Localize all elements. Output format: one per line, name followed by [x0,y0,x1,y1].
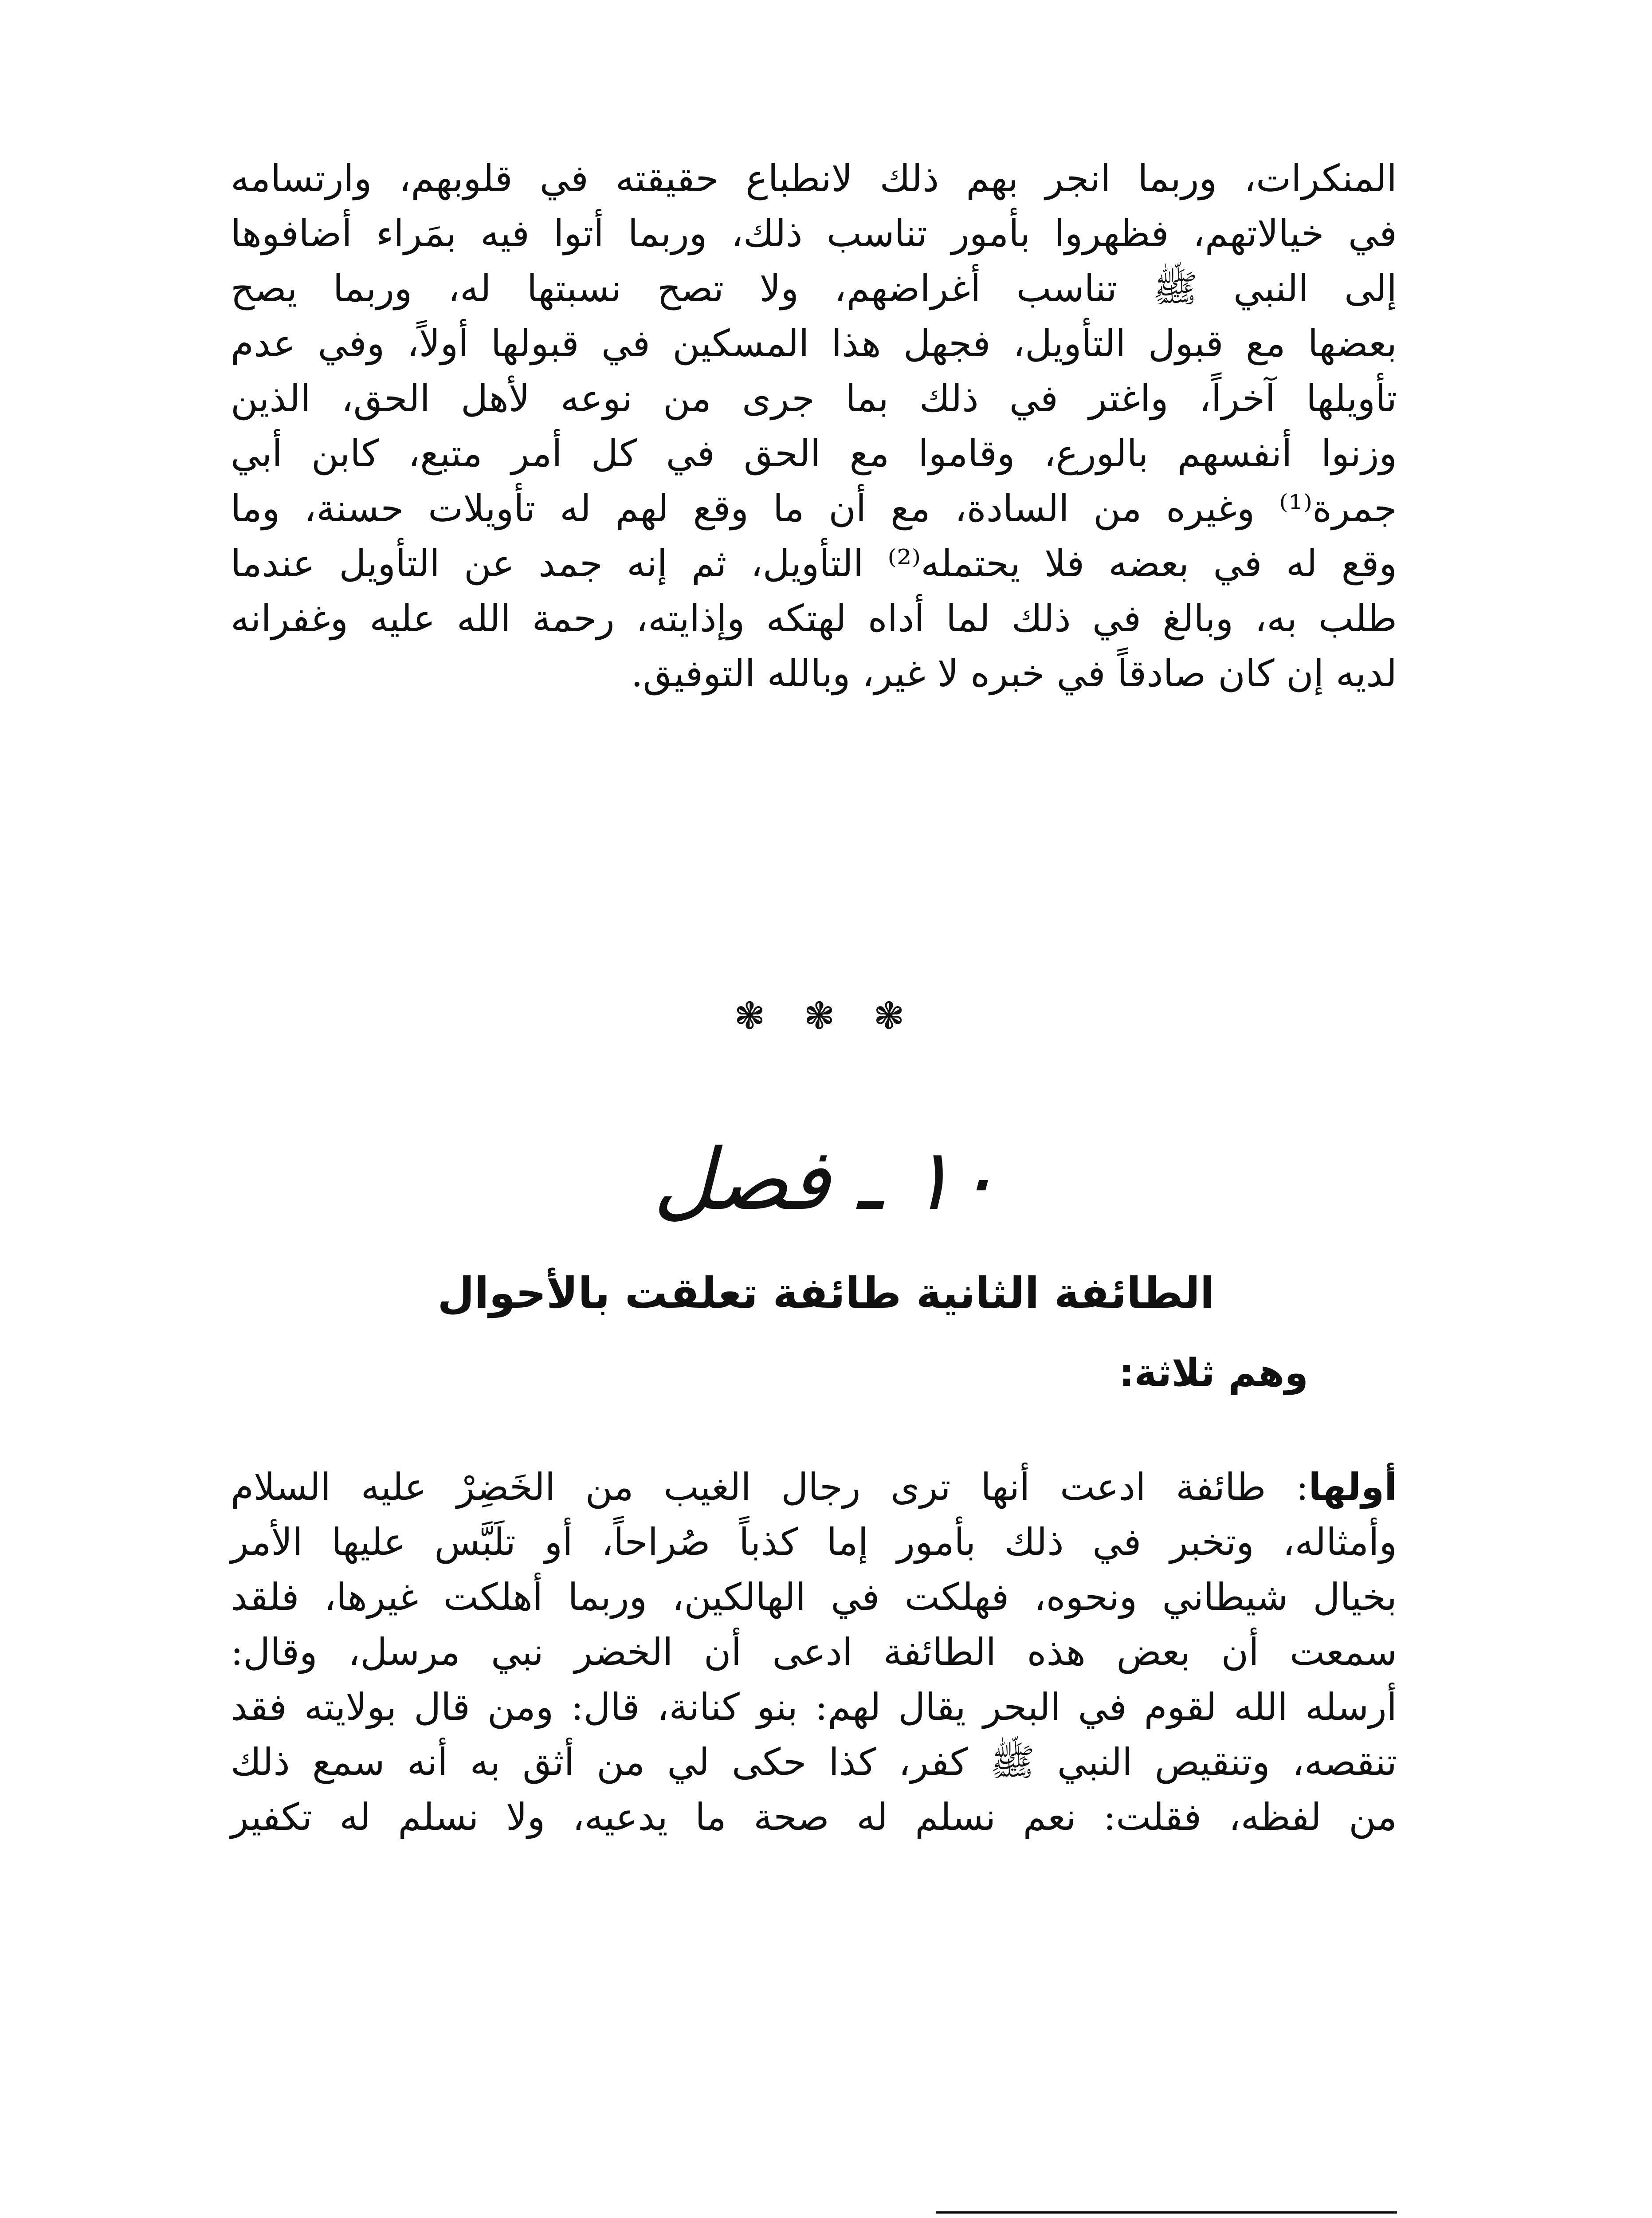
text-line: إلى النبي ﷺ تناسب أغراضهم، ولا تصح نسبتها له، وربما يصح [231,267,1397,310]
text-line: بعضها مع قبول التأويل، فجهل هذا المسكين في قبولها أولاً، وفي عدم [231,322,1397,365]
text-line: لديه إن كان صادقاً في خبره لا غير، وبالله التوفيق. [631,652,1397,695]
text-line: طلب به، وبالغ في ذلك لما أداه لهتكه وإذايته، رحمة الله عليه وغفرانه [231,597,1397,640]
text-line-first [231,1459,1397,1514]
lead-word: أولها [1308,1465,1397,1509]
body-paragraph [231,1459,1397,1844]
section-divider-ornament: ❃ ❃ ❃ [734,994,918,1038]
text-line: في خيالاتهم، فظهروا بأمور تناسب ذلك، وربما أتوا فيه بمَراء أضافوها [231,212,1397,255]
text-line: أرسله الله لقوم في البحر يقال لهم: بنو كنانة، قال: ومن قال بولايته فقد [231,1685,1397,1729]
text-line: سمعت أن بعض هذه الطائفة ادعى أن الخضر نبي مرسل، وقال: [231,1630,1397,1674]
text-line: المنكرات، وربما انجر بهم ذلك لانطباع حقيقته في قلوبهم، وارتسامه [231,157,1397,200]
text-line: بخيال شيطاني ونحوه، فهلكت في الهالكين، وربما أهلكت غيرها، فلقد [231,1575,1397,1619]
section-title: الطائفة الثانية طائفة تعلقت بالأحوال [437,1268,1215,1318]
sub-heading: وهم ثلاثة: [1119,1351,1308,1395]
top-paragraph [231,151,1397,701]
text-line: من لفظه، فقلت: نعم نسلم له صحة ما يدعيه، ولا نسلم له تكفير [231,1795,1397,1839]
footnote-separator [936,2211,1397,2214]
first-line-text: : طائفة ادعت أنها ترى رجال الغيب من الخَضِرْ عليه السلام [231,1465,1309,1509]
text-line: جمرة⁽¹⁾ وغيره من السادة، مع أن ما وقع لهم له تأويلات حسنة، وما [231,487,1397,530]
text-line: تأويلها آخراً، واغتر في ذلك بما جرى من نوعه لأهل الحق، الذين [231,377,1397,420]
text-line: وزنوا أنفسهم بالورع، وقاموا مع الحق في كل أمر متبع، كابن أبي [231,432,1397,475]
text-line: وأمثاله، وتخبر في ذلك بأمور إما كذباً صُراحاً، أو تلَبَّس عليها الأمر [231,1520,1397,1564]
text-line: تنقصه، وتنقيص النبي ﷺ كفر، كذا حكى لي من أثق به أنه سمع ذلك [231,1740,1397,1784]
text-line: وقع له في بعضه فلا يحتمله⁽²⁾ التأويل، ثم إنه جمد عن التأويل عندما [231,542,1397,585]
chapter-heading: ١٠ ـ فصل [653,1131,999,1229]
